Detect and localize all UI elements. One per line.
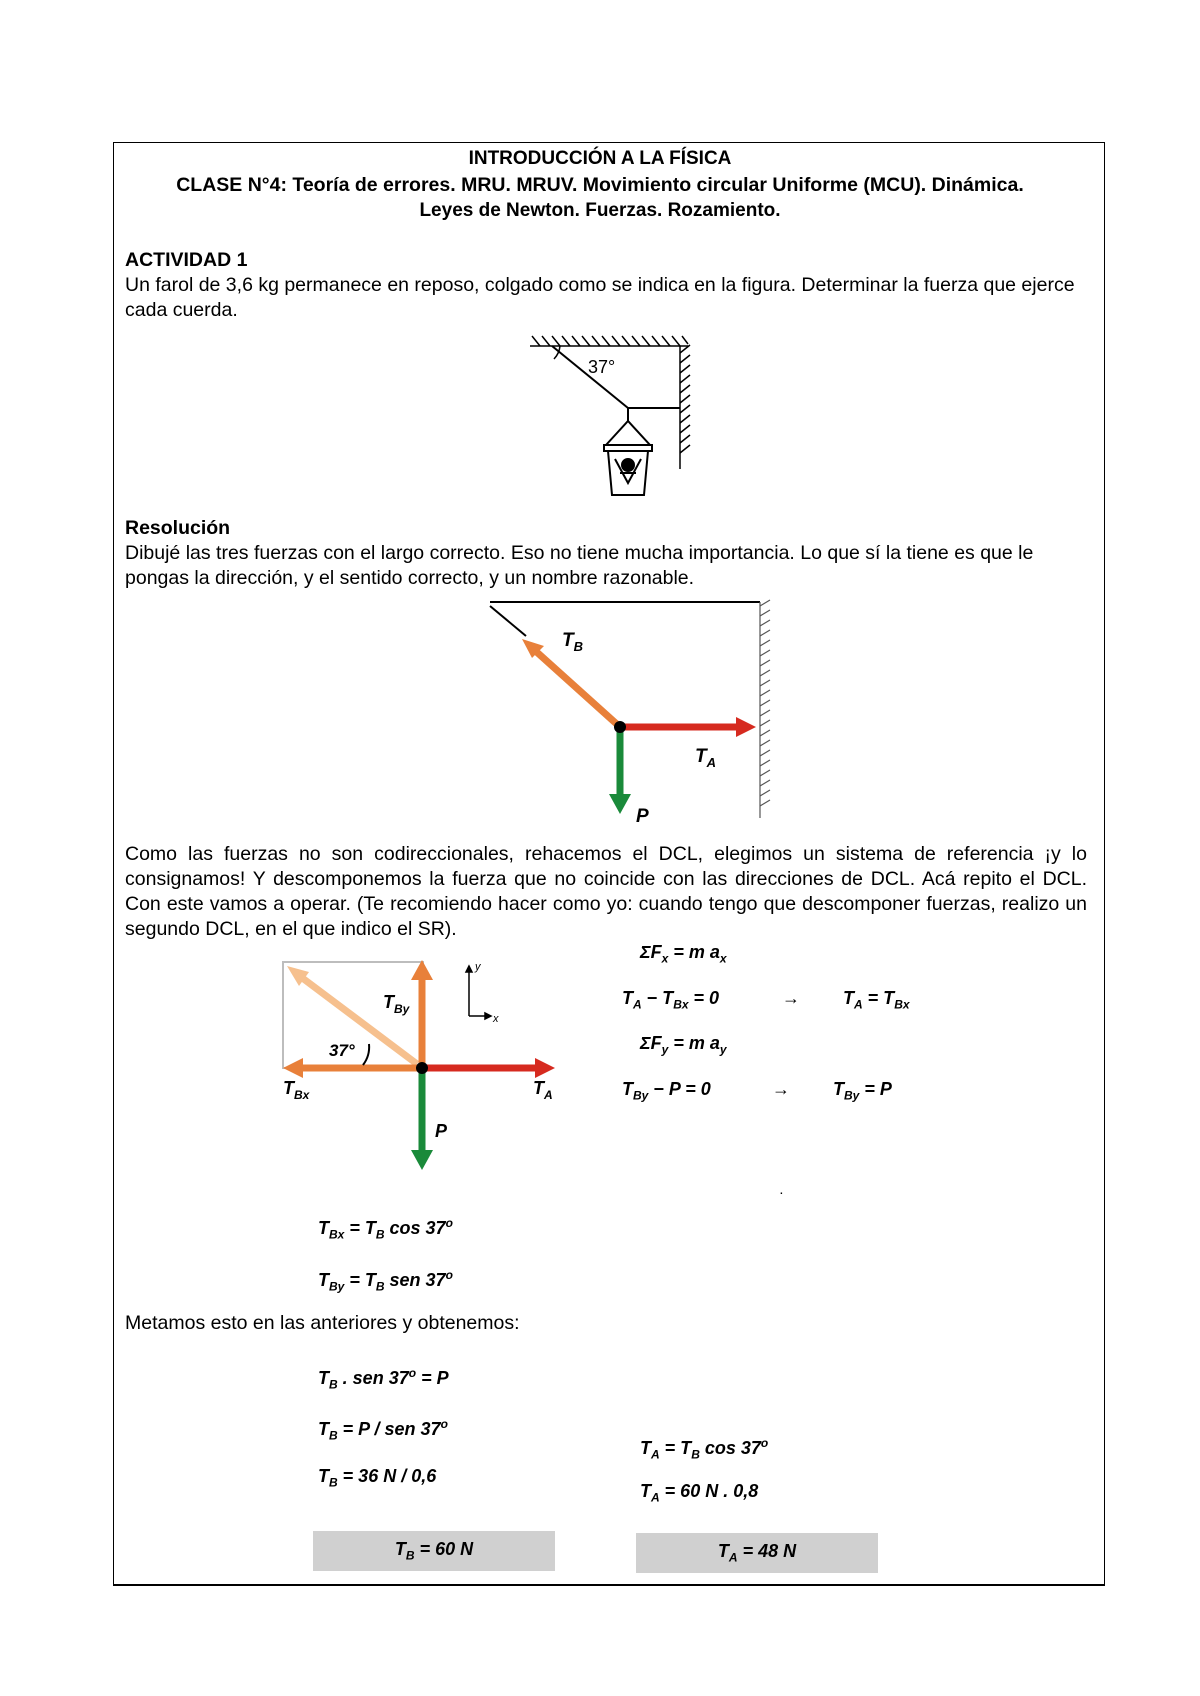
label-tb: T — [562, 630, 574, 651]
svg-text:TB — [562, 630, 583, 654]
dcl-decomposed-figure — [275, 952, 575, 1182]
angle-label: 37° — [329, 1041, 355, 1060]
activity-heading: ACTIVIDAD 1 — [125, 249, 248, 271]
eq-ta-60: $T_A = 60$ N . 0,8 — [640, 1481, 759, 1505]
svg-text:TBy — [383, 992, 411, 1016]
angle-label: 37° — [588, 357, 616, 377]
body-point — [416, 1062, 428, 1074]
p-arrow-head — [411, 1150, 433, 1170]
tb-arrow-shaft — [530, 646, 620, 727]
eq-sum-fy: $\Sigma F_y = m$ $a_y$ — [640, 1033, 727, 1057]
eq-ta-minus-tbx: $T_A - T_{Bx} = 0$ — [622, 988, 720, 1012]
result-tb-box: $T_B = 60$ N — [313, 1531, 555, 1571]
lantern-icon — [604, 408, 652, 495]
eq-tb-sen-p: $T_B$ . sen $37^o = P$ — [318, 1366, 449, 1392]
resolution-heading: Resolución — [125, 517, 231, 539]
resolution-paragraph1: Dibujé las tres fuerzas con el largo correcto. Eso no tiene mucha importancia. Lo que sí la tiene es que le pongas la dirección, y el sentido correcto, y un nombre razonable. — [125, 542, 1034, 589]
wall-hatch — [680, 345, 690, 469]
eq-ta-eq-tbx: $T_A = T_{Bx}$ — [843, 988, 910, 1012]
eq-arrow-1: → — [782, 988, 800, 1008]
eq-sum-fx: $\Sigma F_x = m$ $a_x$ — [640, 942, 727, 966]
tbx-arrow-head — [283, 1058, 303, 1078]
svg-text:TA — [695, 746, 716, 770]
label-ta-sub: A — [706, 755, 716, 770]
reference-system — [466, 966, 491, 1019]
ta-arrow-head — [535, 1058, 555, 1078]
tb-arrow-shaft — [297, 974, 417, 1064]
activity-statement: Un farol de 3,6 kg permanece en reposo, colgado como se indica en la figura. Determinar la fuerza que ejerce cada cuerda. — [125, 274, 1075, 321]
eq-ta-cos: $T_A = T_B$ cos 37$^o$ — [640, 1436, 769, 1462]
eq-arrow-2: → — [772, 1079, 790, 1099]
document-title: INTRODUCCIÓN A LA FÍSICA — [468, 148, 732, 169]
eq-tby-eq-p: $T_{By} = P$ — [833, 1079, 892, 1103]
ceiling-hatch — [530, 336, 688, 346]
class-subtitle-line2: Leyes de Newton. Fuerzas. Rozamiento. — [419, 200, 781, 221]
eq-tby-sen: $T_{By} = T_B$ sen 37$^o$ — [318, 1268, 453, 1294]
label-tb-sub: B — [573, 639, 583, 654]
axis-x-label: x — [493, 1013, 499, 1025]
eq-tb-36: $T_B = 36$ N / 0,6 — [318, 1466, 437, 1490]
p-arrow-head — [609, 794, 631, 814]
resolution-paragraph2: Como las fuerzas no son codireccionales, rehacemos el DCL, elegimos un sistema de referencia ¡y lo consignamos! Y descomponemos la fuerza que no coincide con las direcciones de DCL. Acá repito el DCL. Con este vamos a operar. (Te recomiendo hacer como yo: cuando tengo que descomponer fuerzas, realizo un segundo DCL, en el que indico el SR). — [125, 843, 1087, 940]
svg-text:TBx — [283, 1078, 311, 1102]
fbd-figure — [480, 596, 780, 826]
svg-text:TA — [533, 1078, 553, 1102]
wall-hatch — [760, 600, 770, 818]
body-point — [614, 721, 626, 733]
eq-tby-minus-p: $T_{By} - P = 0$ — [622, 1079, 711, 1103]
label-tby-sub: By — [394, 1002, 410, 1016]
stray-dot: . — [780, 1186, 783, 1197]
label-tbx: T — [283, 1078, 294, 1098]
rope-b — [552, 346, 628, 408]
label-ta-sub: A — [544, 1088, 553, 1102]
rope-segment — [490, 606, 526, 636]
resolution-paragraph3: Metamos esto en las anteriores y obtenemos: — [125, 1312, 520, 1334]
label-ta: T — [695, 746, 707, 767]
label-ta: T — [533, 1078, 544, 1098]
class-subtitle-line1: CLASE N°4: Teoría de errores. MRU. MRUV. Movimiento circular Uniforme (MCU). Dinámica. — [176, 174, 1024, 196]
label-p: P — [636, 806, 649, 826]
lantern-figure — [520, 333, 700, 503]
angle-arc — [363, 1044, 369, 1065]
label-tby: T — [383, 992, 394, 1012]
eq-tb-p-sen: $T_B = P$ / sen 37$^o$ — [318, 1417, 448, 1443]
eq-tbx-cos: $T_{Bx} = T_B$ cos 37$^o$ — [318, 1216, 453, 1242]
label-p: P — [435, 1121, 448, 1141]
result-ta-box: $T_A = 48$ N — [636, 1533, 878, 1573]
axis-y-label: y — [475, 961, 481, 973]
ta-arrow-head — [736, 717, 756, 737]
label-tbx-sub: Bx — [294, 1088, 310, 1102]
